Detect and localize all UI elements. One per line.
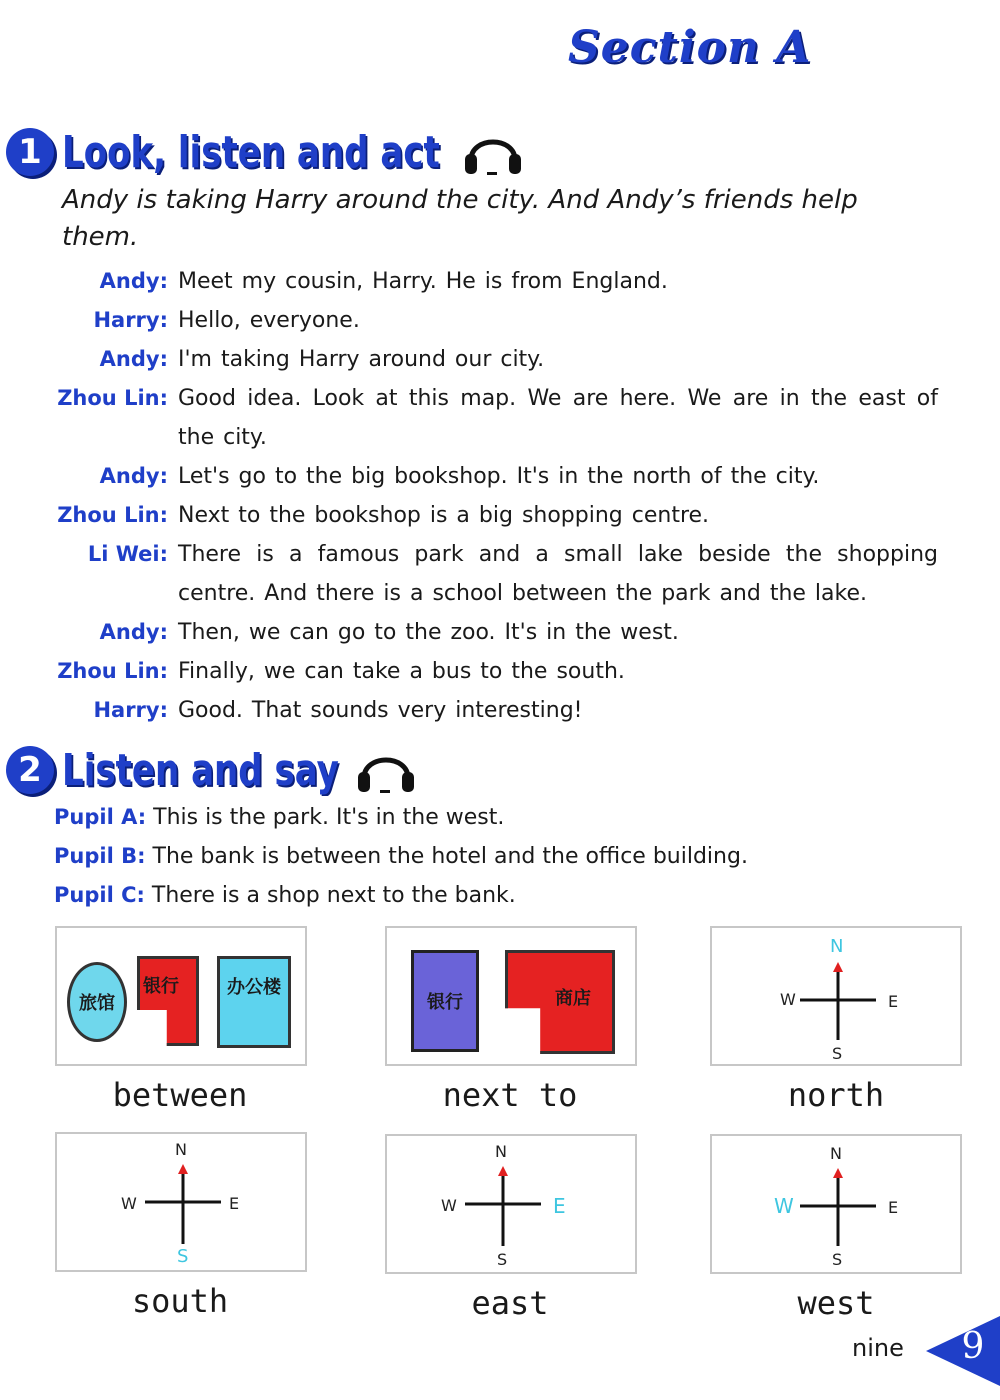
compass-cross (788, 936, 888, 1064)
bank-label: 银行 (143, 976, 179, 997)
speaker-name: Li Wei: (87, 542, 168, 566)
pupil-lines (54, 798, 748, 915)
compass-cross (453, 1142, 553, 1270)
speaker-name: Andy: (99, 347, 168, 371)
pupil-text: There is a shop next to the bank. (151, 883, 516, 908)
hotel-block: 旅馆 (67, 962, 127, 1042)
speaker-name: Zhou Lin: (57, 503, 168, 527)
dialogue-line (0, 262, 1000, 301)
speech-text: Next to the bookshop is a big shopping centre. (178, 503, 710, 528)
speech-text: I'm taking Harry around our city. (178, 347, 545, 372)
dialogue-line (0, 340, 1000, 379)
bank-block: 银行 (411, 950, 479, 1052)
headphones-icon[interactable] (461, 124, 525, 180)
part2-number-badge: 2 (6, 746, 54, 794)
dialogue-line (0, 496, 1000, 535)
dialogue (0, 262, 1000, 730)
part2-title: Listen and say (62, 744, 339, 796)
shop-label: 商店 (555, 988, 591, 1009)
speech-text: Good. That sounds very interesting! (178, 698, 583, 723)
compass-s-label: S (497, 1250, 508, 1269)
caption-north: north (787, 1076, 885, 1114)
pupil-line (54, 798, 748, 837)
compass (780, 936, 899, 1064)
compass-w-label: W (121, 1194, 137, 1213)
speaker-name: Harry: (93, 308, 168, 332)
speaker-name: Andy: (99, 620, 168, 644)
card-east (385, 1134, 637, 1274)
speaker-name: Harry: (93, 698, 168, 722)
part1-intro: Andy is taking Harry around the city. And Andy’s friends help them. (62, 185, 858, 252)
pupil-text: This is the park. It's in the west. (153, 805, 505, 830)
caption-between: between (112, 1076, 248, 1114)
compass-e-label: E (229, 1194, 240, 1213)
card-west (710, 1134, 962, 1274)
caption-south: south (131, 1282, 229, 1320)
speech-text: Then, we can go to the zoo. It's in the west. (178, 620, 679, 645)
dialogue-line (0, 613, 1000, 652)
dialogue-line (0, 535, 1000, 613)
speech-text: Good idea. Look at this map. We are here. We are in the east of the city. (178, 386, 938, 450)
speech-text: Meet my cousin, Harry. He is from England. (178, 269, 668, 294)
compass-w-label: W (774, 1194, 794, 1218)
compass-n-label: N (830, 1144, 842, 1163)
headphones-icon[interactable] (354, 742, 418, 798)
compass (774, 1142, 899, 1270)
compass-e-label: E (553, 1194, 566, 1218)
speaker-name: Zhou Lin: (57, 386, 168, 410)
pupil-speaker: Pupil C: (54, 883, 145, 907)
speech-text: There is a famous park and a small lake beside the shopping centre. And there is a school between the park and the lake. (178, 542, 938, 606)
dialogue-line (0, 379, 1000, 457)
part1-title: Look, listen and act (62, 126, 440, 178)
part1-number-badge: 1 (6, 128, 54, 176)
speech-text: Hello, everyone. (178, 308, 360, 333)
pupil-line (54, 837, 748, 876)
dialogue-line (0, 301, 1000, 340)
speaker-name: Andy: (99, 464, 168, 488)
compass-w-label: W (780, 990, 796, 1009)
compass-n-label: N (175, 1140, 187, 1159)
compass-n-label: N (830, 936, 844, 957)
dialogue-line (0, 652, 1000, 691)
compass (441, 1142, 573, 1270)
speaker-name: Zhou Lin: (57, 659, 168, 683)
page-number: 9 (961, 1326, 985, 1367)
compass-w-label: W (441, 1196, 457, 1215)
card-next-to (385, 926, 637, 1066)
compass-cross (788, 1142, 888, 1270)
pupil-text: The bank is between the hotel and the office building. (152, 844, 748, 869)
pupil-line (54, 876, 748, 915)
caption-west: west (797, 1284, 875, 1322)
compass-cross (133, 1140, 233, 1268)
caption-east: east (471, 1284, 549, 1322)
speaker-name: Andy: (99, 269, 168, 293)
office-block: 办公楼 (217, 956, 291, 1048)
pupil-speaker: Pupil B: (54, 844, 146, 868)
compass-s-label: S (832, 1250, 843, 1269)
compass (121, 1140, 240, 1268)
pupil-speaker: Pupil A: (54, 805, 147, 829)
compass-n-label: N (495, 1142, 507, 1161)
compass-s-label: S (832, 1044, 843, 1063)
bank-block (137, 956, 199, 1046)
dialogue-line (0, 691, 1000, 730)
section-title: Section A (568, 22, 812, 73)
compass-e-label: E (888, 992, 899, 1011)
compass-e-label: E (888, 1198, 899, 1217)
speech-text: Let's go to the big bookshop. It's in the north of the city. (178, 464, 820, 489)
caption-next-to: next to (442, 1076, 578, 1114)
part2-heading (6, 742, 418, 798)
card-between (55, 926, 307, 1066)
card-north (710, 926, 962, 1066)
card-south (55, 1132, 307, 1272)
compass-s-label: S (177, 1246, 189, 1267)
dialogue-line (0, 457, 1000, 496)
speech-text: Finally, we can take a bus to the south. (178, 659, 625, 684)
page-number-word: nine (852, 1334, 904, 1362)
part1-heading (6, 124, 525, 180)
